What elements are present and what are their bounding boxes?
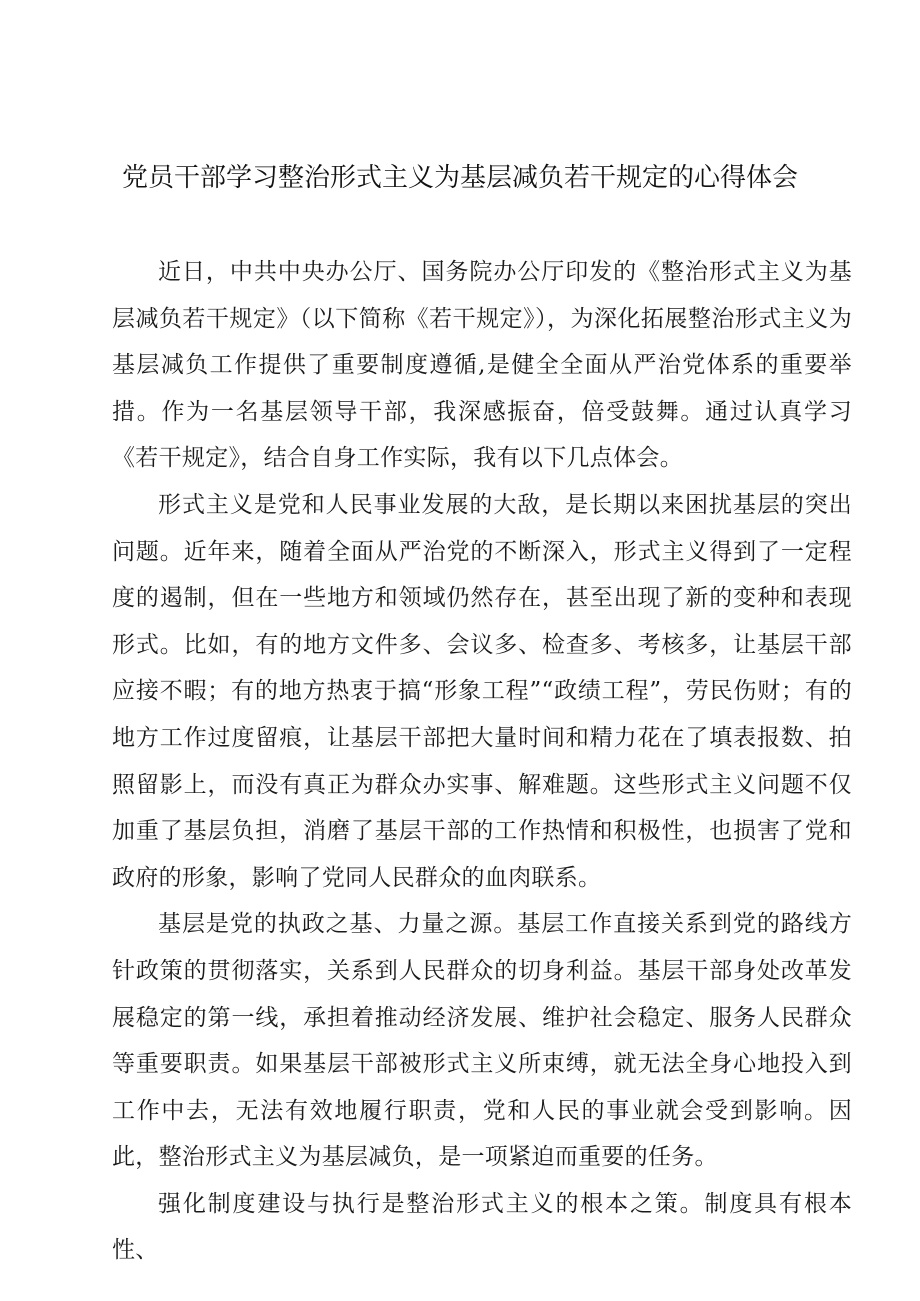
paragraph-2: 形式主义是党和人民事业发展的大敌，是长期以来困扰基层的突出问题。近年来，随着全面从严治党的不断深入，形式主义得到了一定程度的遏制，但在一些地方和领域仍然存在，甚至出现了新的变种和表现形式。比如，有的地方文件多、会议多、检查多、考核多，让基层干部应接不暇；有的地方热衷于搞“形象工程”“政绩工程”，劳民伤财；有的地方工作过度留痕，让基层干部把大量时间和精力花在了填表报数、拍照留影上，而没有真正为群众办实事、解难题。这些形式主义问题不仅加重了基层负担，消磨了基层干部的工作热情和积极性，也损害了党和政府的形象，影响了党同人民群众的血肉联系。	[112, 491, 852, 891]
paragraph-4: 强化制度建设与执行是整治形式主义的根本之策。制度具有根本性、	[112, 1190, 852, 1264]
paragraph-3: 基层是党的执政之基、力量之源。基层工作直接关系到党的路线方针政策的贯彻落实，关系到人民群众的切身利益。基层干部身处改革发展稳定的第一线，承担着推动经济发展、维护社会稳定、服务人民群众等重要职责。如果基层干部被形式主义所束缚，就无法全身心地投入到工作中去，无法有效地履行职责，党和人民的事业就会受到影响。因此，整治形式主义为基层减负，是一项紧迫而重要的任务。	[112, 911, 852, 1171]
paragraph-1: 近日，中共中央办公厅、国务院办公厅印发的《整治形式主义为基层减负若干规定》（以下简称《若干规定》），为深化拓展整治形式主义为基层减负工作提供了重要制度遵循,是健全全面从严治党体系的重要举措。作为一名基层领导干部，我深感振奋，倍受鼓舞。通过认真学习《若干规定》，结合自身工作实际，我有以下几点体会。	[112, 259, 852, 472]
document-title: 党员干部学习整治形式主义为基层减负若干规定的心得体会	[121, 163, 798, 193]
document-body	[112, 249, 852, 1274]
